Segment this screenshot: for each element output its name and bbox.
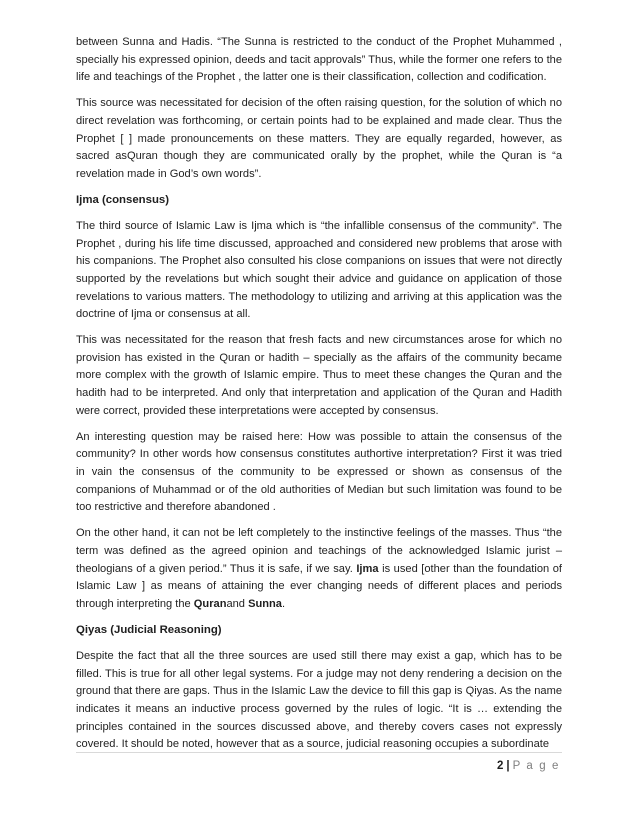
paragraph-ijma-necessity: This was necessitated for the reason that fresh facts and new circumstances arose for which no provision has existed in the Quran or hadith – specially as the affairs of the community became more complex with the growth of Islamic empire. Thus to meet these changes the Quran and the hadith had to be interpreted. And only that interpretation and application of the Quran and Hadith were correct, provided these interpretations were accepted by consensus. bbox=[76, 334, 562, 417]
bold-quran: Quran bbox=[193, 597, 227, 610]
paragraph-consensus-question: An interesting question may be raised here: How was possible to attain the consensus of the community? In other words how consensus constitutes authortive interpretation? First it was tried in vain the consensus of the community to be expressed or shown as consensus of the companions of Muhammad or of the old authorities of Median but such limitation was found to be too restrictive and therefore abandoned . bbox=[76, 430, 562, 514]
footer-divider bbox=[76, 752, 562, 753]
text-run: . bbox=[281, 597, 286, 610]
bold-sunna: Sunna bbox=[248, 597, 282, 610]
paragraph-sunna-hadis: between Sunna and Hadis. “The Sunna is restricted to the conduct of the Prophet Muhammed , specially his expressed opinion, deeds and tacit approvals” Thus, while the former one refers to the life and teachings of the Prophet , the latter one is their classification, collection and codification. bbox=[76, 36, 562, 84]
text-run: and bbox=[226, 597, 249, 610]
text-run: is used [other than the foundation of Islamic Law ] as means of attaining the ever changing needs of different places and periods through interpreting the bbox=[76, 562, 562, 610]
paragraph-qiyas: Despite the fact that all the three sources are used still there may exist a gap, which has to be filled. This is true for all other legal systems. For a judge may not deny rendering a decision on the ground that there are gaps. Thus in the Islamic Law the device to fill this gap is Qiyas. As the name indicates it means an inductive process governed by the rules of logic. “It is … extending the principles contained in the sources discussed above, and thereby covers cases not expressly covered. It should be noted, however that as a source, judicial reasoning occupies a subordinate bbox=[76, 650, 562, 751]
text-run: On the other hand, it can not be left completely to the instinctive feelings of the masses. Thus “the term was defined as the agreed opinion and teachings of the acknowledged Islamic jurist – theologians of a given period.” Thus it is safe, if we say. bbox=[76, 527, 562, 575]
page-footer bbox=[497, 760, 560, 772]
footer-separator: | bbox=[506, 760, 510, 772]
page-label: P a g e bbox=[512, 760, 560, 772]
heading-qiyas: Qiyas (Judicial Reasoning) bbox=[76, 623, 222, 636]
paragraph-ijma-definition bbox=[76, 525, 562, 613]
bold-ijma: Ijma bbox=[356, 562, 379, 575]
paragraph-source-necessity: This source was necessitated for decision of the often raising question, for the solution of which no direct revelation was forthcoming, or certain points had to be explained and made clear. Thus the Prophet [ ] made pronouncements on these matters. They are equally regarded, however, as sacred asQuran though they are communicated orally by the prophet, while the Quran is “a revelation made in God’s own words”. bbox=[76, 97, 562, 180]
page-number: 2 bbox=[496, 760, 504, 772]
paragraph-ijma-intro: The third source of Islamic Law is Ijma which is “the infallible consensus of the community”. The Prophet , during his life time discussed, approached and considered new problems that arose with his companions. The Prophet also consulted his close companions on issues that were not directly supported by the revelations but which sought their advice and guidance on application of those revelations to various matters. The methodology to utilizing and arriving at this application was the doctrine of Ijma or consensus at all. bbox=[76, 220, 562, 321]
heading-ijma: Ijma (consensus) bbox=[76, 193, 170, 206]
page-body bbox=[76, 34, 562, 762]
